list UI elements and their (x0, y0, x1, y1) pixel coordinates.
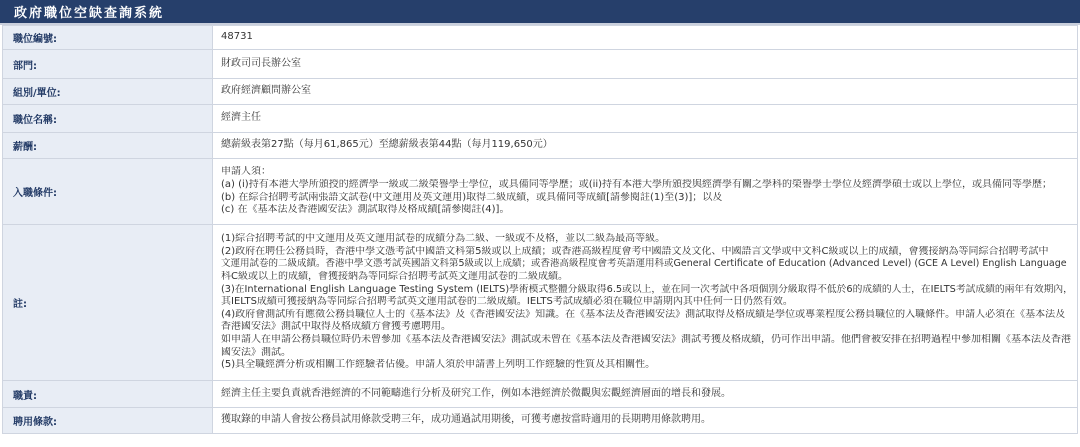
requirements-line: 申請人須： (221, 166, 271, 178)
notes-line: 文運用試卷的二級成績。香港中學文憑考試英國語文科第5級或以上成績；或香港高級程度會考英語運用科或General Certificate of Education (Advanced Level) (GCE A Level) English Language (221, 258, 1067, 270)
notes-line: (5)具全職經濟分析或相關工作經驗者佔優。申請人須於申請書上列明工作經驗的性質及其相關性。 (221, 359, 656, 371)
terms-value: 獲取錄的申請人會按公務員試用條款受聘三年，成功通過試用期後，可獲考慮按當時適用的長期聘用條款聘用。 (213, 408, 1078, 434)
notes-line: 其IELTS成績可獲接納為等同綜合招聘考試英文運用試卷的二級成績。IELTS考試成績必須在職位申請期內其中任何一日仍然有效。 (221, 296, 793, 308)
notes-line: 香港國安法》測試中取得及格成績方會獲考慮聘用。 (221, 321, 451, 333)
row-terms (3, 408, 1078, 434)
ref-no-value: 48731 (213, 26, 1078, 50)
job-info-table (2, 25, 1078, 434)
department-value: 財政司司長辦公室 (213, 50, 1078, 79)
row-post (3, 105, 1078, 133)
notes-line: (4)政府會測試所有應徵公務員職位人士的《基本法》及《香港國安法》知識。在《基本法及香港國安法》測試取得及格成績是學位或專業程度公務員職位的入職條件。申請人必須在《基本法及 (221, 308, 1066, 320)
row-notes (3, 225, 1078, 381)
ref-no-label: 職位編號: (3, 26, 213, 50)
notes-line: (2)政府在聘任公務員時，香港中學文憑考試中國語文科第5級或以上成績；或香港高級程度會考中國語文及文化、中國語言文學或中文科C級或以上的成績，會獲接納為等同綜合招聘考試中 (221, 245, 1049, 257)
requirements-label: 入職條件: (3, 159, 213, 225)
notes-line: (3)在International English Language Testing System (IELTS)學術模式整體分級取得6.5或以上，並在同一次考試中各項個別分級取得不低於6的成績的人士，在IELTS考試成績的兩年有效期內， (221, 283, 1073, 295)
duties-label: 職責: (3, 381, 213, 408)
post-value: 經濟主任 (213, 105, 1078, 133)
notes-line: 如申請人在申請公務員職位時仍未曾參加《基本法及香港國安法》測試或未曾在《基本法及香港國安法》測試考獲及格成績，仍可作出申請。他們會被安排在招聘過程中參加相關《基本法及香港 (221, 333, 1071, 345)
row-ref-no (3, 26, 1078, 50)
page-header (0, 0, 1080, 25)
duties-value: 經濟主任主要負責就香港經濟的不同範疇進行分析及研究工作，例如本港經濟於微觀與宏觀經濟層面的增長和發展。 (213, 381, 1078, 408)
row-duties (3, 381, 1078, 408)
notes-label: 註: (3, 225, 213, 381)
requirements-line: (b) 在綜合招聘考試兩張語文試卷(中文運用及英文運用)取得二級成績，或具備同等成績[請參閱註(1)至(3)]；以及 (221, 191, 723, 203)
notes-value (213, 225, 1078, 381)
requirements-line: (a) (i)持有本港大學所頒授的經濟學一級或二級榮譽學士學位，或具備同等學歷；或(ii)持有本港大學所頒授與經濟學有關之學科的榮譽學士學位及經濟學碩士或以上學位，或具備同等學歷； (221, 178, 1053, 190)
requirements-line: (c) 在《基本法及香港國安法》測試取得及格成績[請參閱註(4)]。 (221, 204, 510, 216)
page-title: 政府職位空缺查詢系統 (14, 6, 165, 21)
terms-label: 聘用條款: (3, 408, 213, 434)
row-department (3, 50, 1078, 79)
salary-value: 總薪級表第27點（每月61,865元）至總薪級表第44點（每月119,650元） (213, 133, 1078, 159)
row-unit (3, 79, 1078, 105)
salary-label: 薪酬: (3, 133, 213, 159)
department-label: 部門: (3, 50, 213, 79)
post-label: 職位名稱: (3, 105, 213, 133)
requirements-value (213, 159, 1078, 225)
notes-line: 科C級或以上的成績，會獲接納為等同綜合招聘考試英文運用試卷的二級成績。 (221, 271, 568, 283)
unit-value: 政府經濟顧問辦公室 (213, 79, 1078, 105)
notes-line: 國安法》測試。 (221, 346, 291, 358)
row-requirements (3, 159, 1078, 225)
notes-line: (1)綜合招聘考試的中文運用及英文運用試卷的成績分為二級、一級或不及格，並以二級為最高等級。 (221, 233, 666, 245)
row-salary (3, 133, 1078, 159)
unit-label: 組別/單位: (3, 79, 213, 105)
